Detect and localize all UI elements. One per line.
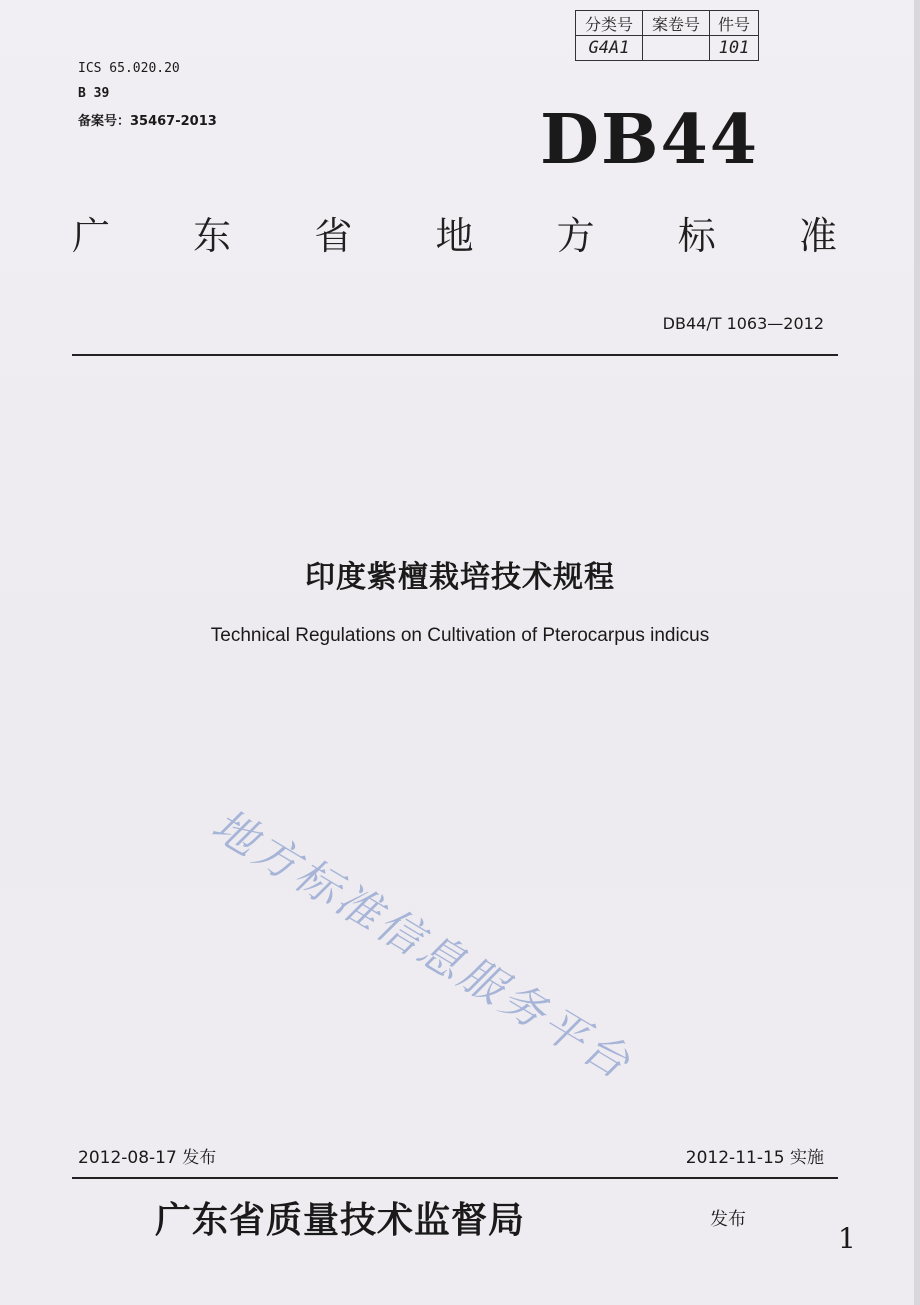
filing-stamp bbox=[575, 10, 759, 61]
publisher-name: 广东省质量技术监督局 bbox=[155, 1199, 526, 1241]
title-char: 东 bbox=[193, 214, 232, 258]
stamp-value-file bbox=[643, 36, 710, 61]
stamp-value-item: 101 bbox=[710, 36, 759, 61]
publisher-suffix: 发布 bbox=[710, 1209, 746, 1230]
page-edge bbox=[914, 0, 920, 1305]
header-divider bbox=[72, 354, 838, 356]
title-char: 地 bbox=[435, 214, 474, 258]
page-number: 1 bbox=[838, 1222, 856, 1255]
stamp-header-category: 分类号 bbox=[576, 11, 643, 36]
implementation-date: 2012-11-15 实施 bbox=[685, 1148, 824, 1168]
document-title-cn: 印度紫檀栽培技术规程 bbox=[305, 560, 615, 595]
title-char: 广 bbox=[72, 214, 111, 258]
classification-code: B 39 bbox=[78, 86, 110, 101]
standard-number: DB44/T 1063—2012 bbox=[662, 314, 824, 333]
issue-date: 2012-08-17 发布 bbox=[78, 1148, 217, 1168]
title-char: 标 bbox=[677, 214, 716, 258]
document-title-en: Technical Regulations on Cultivation of Pterocarpus indicus bbox=[210, 625, 710, 646]
title-char: 方 bbox=[556, 214, 595, 258]
stamp-value-category: G4A1 bbox=[576, 36, 643, 61]
watermark-text: 地方标准信息服务平台 bbox=[203, 799, 641, 1091]
stamp-header-file: 案卷号 bbox=[643, 11, 710, 36]
stamp-header-item: 件号 bbox=[710, 11, 759, 36]
ics-code: ICS 65.020.20 bbox=[78, 61, 180, 76]
standard-type-title bbox=[72, 205, 837, 260]
record-number: 备案号：35467-2013 bbox=[78, 114, 217, 129]
title-char: 省 bbox=[314, 214, 353, 258]
footer-divider bbox=[72, 1177, 838, 1179]
standard-code: DB44 bbox=[540, 100, 760, 180]
title-char: 准 bbox=[798, 214, 837, 258]
